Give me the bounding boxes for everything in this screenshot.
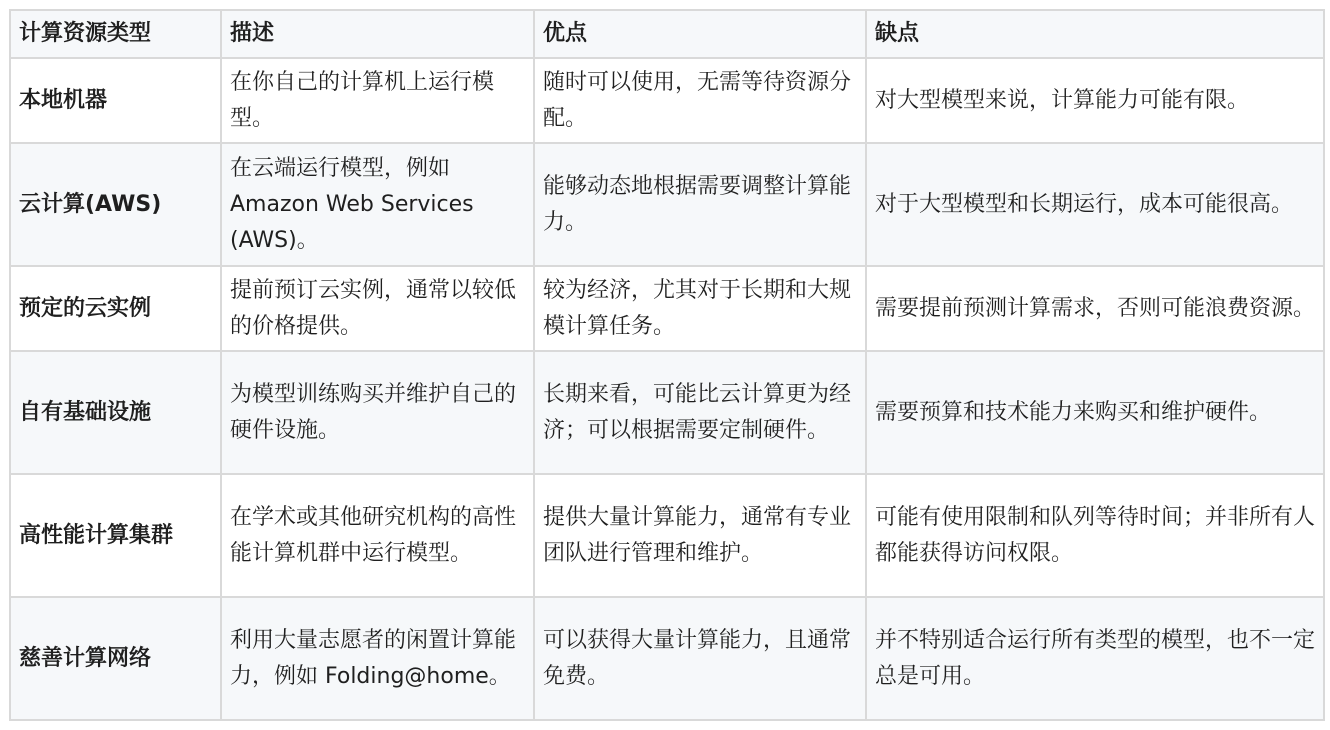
- cell-pros: 可以获得大量计算能力，且通常免费。: [534, 597, 866, 720]
- table-header-row: [10, 10, 1324, 58]
- cell-pros: 提供大量计算能力，通常有专业团队进行管理和维护。: [534, 474, 866, 597]
- cell-cons: 对大型模型来说，计算能力可能有限。: [866, 58, 1324, 143]
- cell-cons: 对于大型模型和长期运行，成本可能很高。: [866, 143, 1324, 266]
- compute-resources-table-container: [9, 9, 1323, 721]
- compute-resources-table: [9, 9, 1325, 721]
- header-pros: 优点: [534, 10, 866, 58]
- cell-cons: 需要提前预测计算需求，否则可能浪费资源。: [866, 266, 1324, 351]
- cell-pros: 随时可以使用，无需等待资源分配。: [534, 58, 866, 143]
- cell-resource-type: 慈善计算网络: [10, 597, 221, 720]
- cell-description: 利用大量志愿者的闲置计算能力，例如 Folding@home。: [221, 597, 534, 720]
- cell-description: 在你自己的计算机上运行模型。: [221, 58, 534, 143]
- table-row: [10, 351, 1324, 474]
- cell-resource-type: 云计算(AWS): [10, 143, 221, 266]
- table-row: [10, 58, 1324, 143]
- table-row: [10, 143, 1324, 266]
- header-description: 描述: [221, 10, 534, 58]
- cell-description: 在学术或其他研究机构的高性能计算机群中运行模型。: [221, 474, 534, 597]
- cell-resource-type: 本地机器: [10, 58, 221, 143]
- cell-resource-type: 预定的云实例: [10, 266, 221, 351]
- cell-description: 为模型训练购买并维护自己的硬件设施。: [221, 351, 534, 474]
- table-row: [10, 474, 1324, 597]
- cell-description: 在云端运行模型，例如 Amazon Web Services (AWS)。: [221, 143, 534, 266]
- table-row: [10, 597, 1324, 720]
- header-cons: 缺点: [866, 10, 1324, 58]
- cell-resource-type: 自有基础设施: [10, 351, 221, 474]
- cell-pros: 长期来看，可能比云计算更为经济；可以根据需要定制硬件。: [534, 351, 866, 474]
- cell-description: 提前预订云实例，通常以较低的价格提供。: [221, 266, 534, 351]
- header-resource-type: 计算资源类型: [10, 10, 221, 58]
- cell-pros: 能够动态地根据需要调整计算能力。: [534, 143, 866, 266]
- cell-cons: 可能有使用限制和队列等待时间；并非所有人都能获得访问权限。: [866, 474, 1324, 597]
- cell-cons: 并不特别适合运行所有类型的模型，也不一定总是可用。: [866, 597, 1324, 720]
- cell-cons: 需要预算和技术能力来购买和维护硬件。: [866, 351, 1324, 474]
- table-row: [10, 266, 1324, 351]
- cell-resource-type: 高性能计算集群: [10, 474, 221, 597]
- cell-pros: 较为经济，尤其对于长期和大规模计算任务。: [534, 266, 866, 351]
